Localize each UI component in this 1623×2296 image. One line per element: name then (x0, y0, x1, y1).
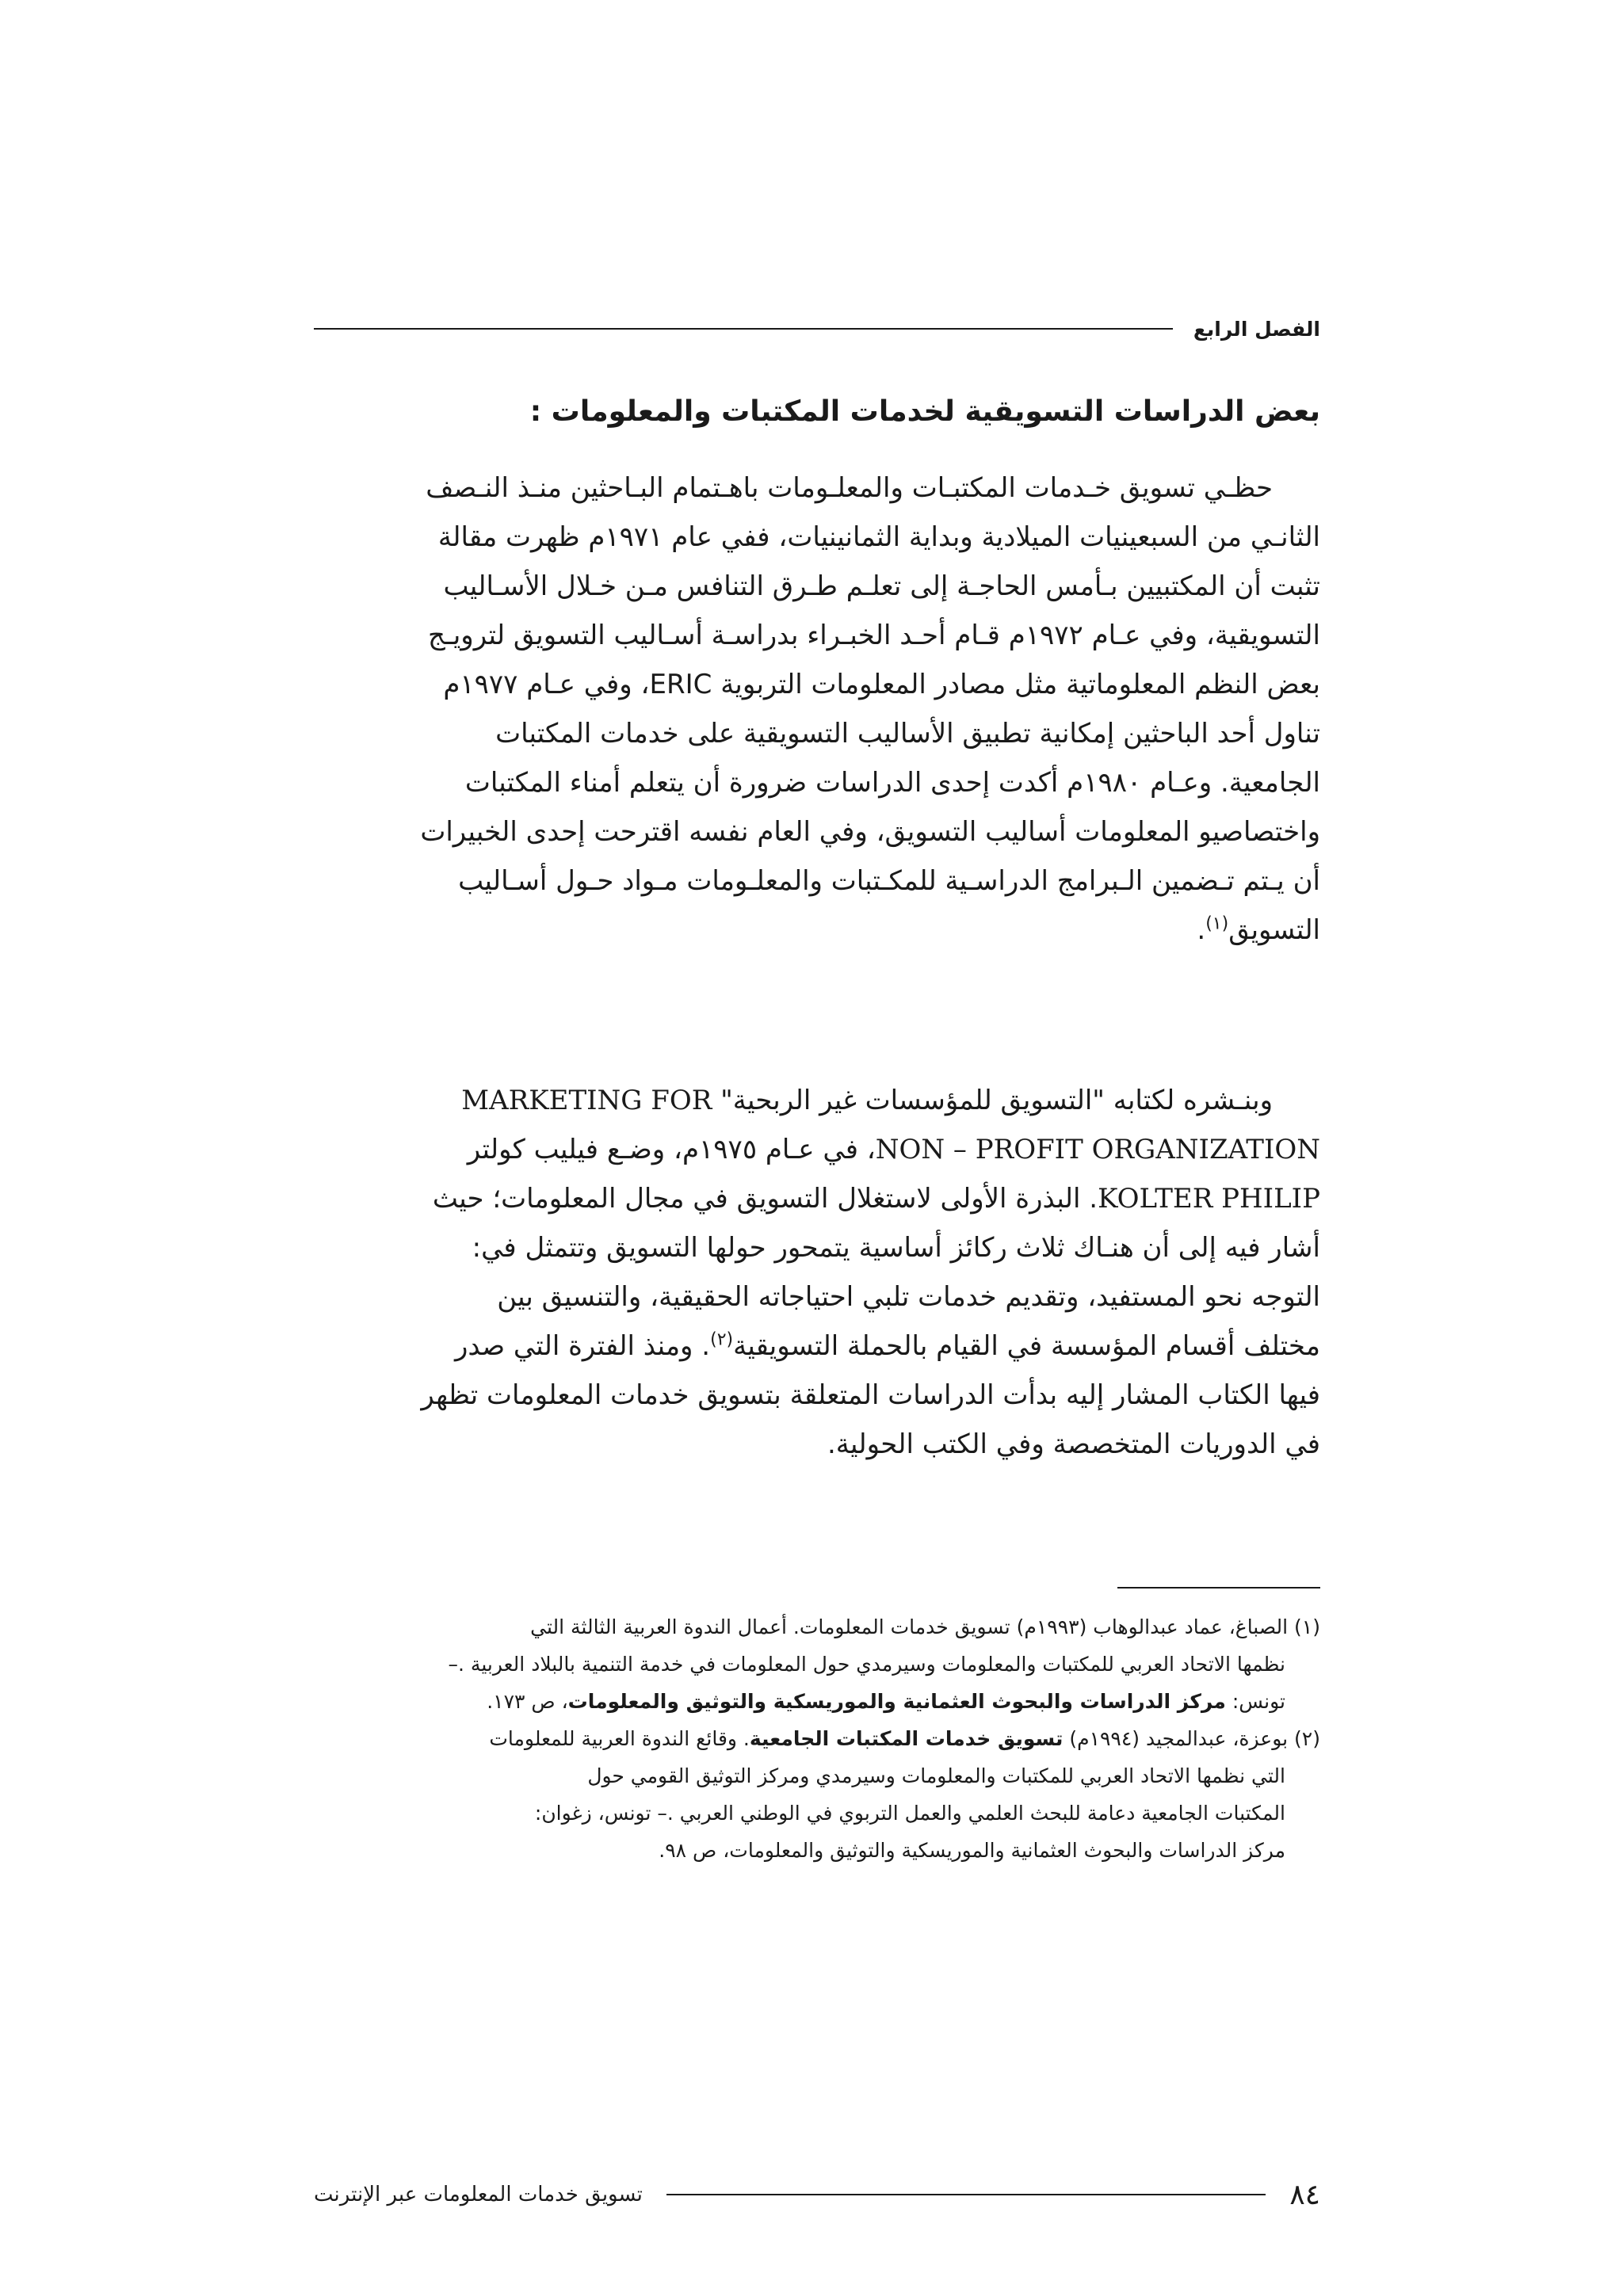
paragraph-line: بعض النظم المعلوماتية مثل مصادر المعلومات التربوية ERIC، وفي عـام ١٩٧٧م (443, 669, 1320, 700)
line2-latin: NON – PROFIT ORGANIZATION (875, 1134, 1320, 1165)
paragraph-line: التوجه نحو المستفيد، وتقديم خدمات تلبي احتياجاته الحقيقية، والتنسيق بين (497, 1281, 1320, 1313)
paragraph-line: واختصاصيو المعلومات أساليب التسويق، وفي العام نفسه اقترحت إحدى الخبيرات (420, 816, 1320, 848)
paragraph-line: أشار فيه إلى أن هنـاك ثلاث ركائز أساسية يتمحور حولها التسويق وتتمثل في: (472, 1232, 1320, 1264)
paragraph-line (314, 1076, 1320, 1125)
fn2-line1-start: (٢) بوعزة، عبدالمجيد (١٩٩٤م) (1063, 1727, 1320, 1750)
paragraph-line (314, 906, 1320, 955)
line1-arabic: وبنـشره لكتابه "التسويق للمؤسسات غير الربحية" (720, 1085, 1273, 1116)
last-line-end: . (1197, 914, 1206, 946)
line3-latin: KOLTER PHILIP (1098, 1183, 1320, 1215)
section-heading: بعض الدراسات التسويقية لخدمات المكتبات والمعلومات : (529, 395, 1320, 428)
footnote-ref-2[interactable]: (٢) (710, 1329, 734, 1350)
page-number: ٨٤ (1289, 2178, 1320, 2211)
footnote-ref-1[interactable]: (١) (1205, 913, 1229, 934)
fn2-line1-end: . وقائع الندوة العربية للمعلومات (489, 1727, 750, 1750)
last-line-text: التسويق (1228, 914, 1320, 946)
footnote-separator (1117, 1587, 1320, 1589)
paragraph-line: تثبت أن المكتبيين بـأمس الحاجـة إلى تعلـم طـرق التنافس مـن خـلال الأسـاليب (443, 570, 1320, 602)
footnote-line (314, 1720, 1320, 1757)
line1-latin: MARKETING FOR (461, 1085, 712, 1116)
footer-rule (666, 2194, 1266, 2195)
paragraph-line: الثانـي من السبعينيات الميلادية وبداية الثمانينيات، ففي عام ١٩٧١م ظهرت مقالة (437, 521, 1320, 553)
paragraph-2 (314, 1076, 1320, 1469)
line6-start: مختلف أقسام المؤسسة في القيام بالحملة التسويقية (733, 1330, 1320, 1362)
paragraph-line: أن يـتم تـضمين الـبرامج الدراسـية للمكـتبات والمعلـومات مـواد حـول أسـاليب (458, 865, 1320, 897)
running-header (314, 313, 1320, 345)
footnote-line: نظمها الاتحاد العربي للمكتبات والمعلومات وسيرمدي حول المعلومات في خدمة التنمية بالبلاد العربية .– (448, 1653, 1285, 1676)
fn2-title: تسويق خدمات المكتبات الجامعية (749, 1727, 1064, 1750)
footnote-line: (١) الصباغ، عماد عبدالوهاب (١٩٩٣م) تسويق خدمات المعلومات. أعمال الندوة العربية الثالثة التي (530, 1615, 1320, 1638)
paragraph-line (314, 1174, 1320, 1223)
line6-end: . ومنذ الفترة التي صدر (454, 1330, 711, 1362)
paragraph-1 (314, 463, 1320, 955)
fn1-line3-start: تونس: (1225, 1690, 1285, 1713)
line2-arabic: ، في عـام ١٩٧٥م، وضـع فيليب كولتر (467, 1134, 876, 1165)
paragraph-line: في الدوريات المتخصصة وفي الكتب الحولية. (827, 1428, 1320, 1460)
paragraph-line: التسويقية، وفي عـام ١٩٧٢م قـام أحـد الخبـراء بدراسـة أسـاليب التسويق لترويـج (427, 620, 1320, 651)
footnote-line (314, 1683, 1320, 1720)
footnote-1 (314, 1608, 1320, 1720)
footnote-line: المكتبات الجامعية دعامة للبحث العلمي والعمل التربوي في الوطني العربي .– تونس، زغوان: (534, 1802, 1285, 1825)
footnote-line: التي نظمها الاتحاد العربي للمكتبات والمعلومات وسيرمدي ومركز التوثيق القومي حول (587, 1764, 1285, 1787)
header-rule (314, 328, 1173, 330)
line3-arabic: . البذرة الأولى لاستغلال التسويق في مجال المعلومات؛ حيث (432, 1183, 1098, 1215)
paragraph-line: حظـي تسويق خـدمات المكتبـات والمعلـومات باهـتمام البـاحثين منـذ النـصف (426, 472, 1273, 504)
chapter-title: الفصل الرابع (1193, 317, 1320, 341)
paragraph-line: الجامعية. وعـام ١٩٨٠م أكدت إحدى الدراسات ضرورة أن يتعلم أمناء المكتبات (464, 767, 1320, 799)
footnote-2 (314, 1720, 1320, 1869)
paragraph-line: تناول أحد الباحثين إمكانية تطبيق الأساليب التسويقية على خدمات المكتبات (495, 718, 1320, 749)
fn1-line3-end: ، ص ١٧٣. (487, 1690, 568, 1713)
footnotes (314, 1608, 1320, 1869)
paragraph-line: فيها الكتاب المشار إليه بدأت الدراسات المتعلقة بتسويق خدمات المعلومات تظهر (421, 1379, 1320, 1411)
running-footer (314, 2175, 1320, 2214)
fn1-publisher: مركز الدراسات والبحوث العثمانية والموريسكية والتوثيق والمعلومات (567, 1690, 1226, 1713)
footnote-line: مركز الدراسات والبحوث العثمانية والموريسكية والتوثيق والمعلومات، ص ٩٨. (659, 1839, 1285, 1862)
paragraph-line (314, 1322, 1320, 1371)
book-title: تسويق خدمات المعلومات عبر الإنترنت (314, 2183, 643, 2206)
paragraph-line (314, 1125, 1320, 1174)
